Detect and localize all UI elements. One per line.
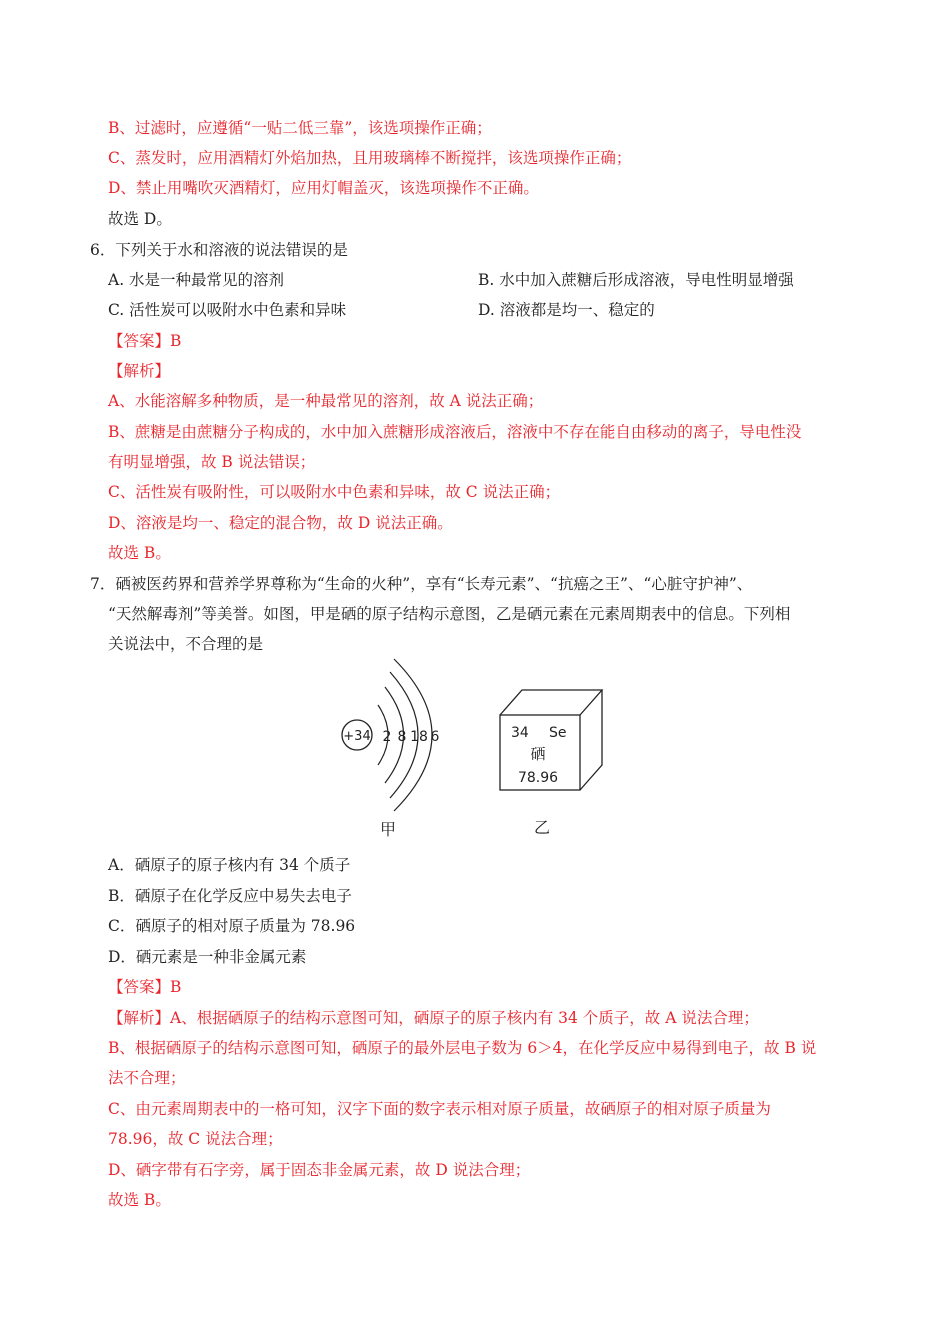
selenium-figure-svg (330, 655, 630, 845)
element-name: 硒 (530, 745, 546, 763)
q7-stem-line3: 关说法中，不合理的是 (108, 635, 264, 653)
shell-3-count: 18 (410, 729, 428, 745)
element-cell-side (580, 690, 602, 790)
q6-analysis-label: 【解析】 (108, 362, 171, 380)
q6-explanation-c: C、活性炭有吸附性，可以吸附水中色素和异味，故 C 说法正确； (108, 483, 561, 501)
q6-answer: 【答案】B (108, 332, 182, 350)
q6-option-d: D. 溶液都是均一、稳定的 (478, 301, 655, 319)
q7-explanation-d: D、硒字带有石字旁，属于固态非金属元素，故 D 说法合理； (108, 1161, 531, 1179)
selenium-figure (330, 655, 630, 845)
q6-stem: 6．下列关于水和溶液的说法错误的是 (90, 241, 348, 259)
q7-explanation-a: A、根据硒原子的结构示意图可知，硒原子的原子核内有 34 个质子，故 A 说法合理； (170, 1009, 759, 1027)
q7-explanation-a-row (108, 1008, 759, 1028)
figure-label-jia: 甲 (379, 820, 397, 839)
q5-conclusion: 故选 D。 (108, 210, 172, 228)
q6-option-c: C. 活性炭可以吸附水中色素和异味 (108, 301, 347, 319)
shell-1-count: 2 (382, 729, 392, 745)
q7-explanation-c-line1: C、由元素周期表中的一格可知，汉字下面的数字表示相对原子质量，故硒原子的相对原子质量为 (108, 1100, 771, 1118)
figure-label-yi: 乙 (533, 818, 551, 837)
q7-answer: 【答案】B (108, 978, 182, 996)
q5-explanation-b: B、过滤时，应遵循“一贴二低三靠”，该选项操作正确； (108, 119, 492, 137)
element-cell-top (500, 690, 602, 715)
element-atomic-mass: 78.96 (517, 770, 559, 786)
q7-stem-line1: 7．硒被医药界和营养学界尊称为“生命的火种”，享有“长寿元素”、“抗癌之王”、“心脏守护神”、 (90, 575, 753, 593)
q6-explanation-a: A、水能溶解多种物质，是一种最常见的溶剂，故 A 说法正确； (108, 392, 544, 410)
q7-conclusion: 故选 B。 (108, 1191, 171, 1209)
q6-explanation-d: D、溶液是均一、稳定的混合物，故 D 说法正确。 (108, 514, 453, 532)
q5-explanation-d: D、禁止用嘴吹灭酒精灯，应用灯帽盖灭，该选项操作不正确。 (108, 179, 539, 197)
shell-2-count: 8 (397, 729, 407, 745)
q7-option-b: B．硒原子在化学反应中易失去电子 (108, 887, 352, 905)
q7-explanation-c-line2: 78.96，故 C 说法合理； (108, 1130, 283, 1148)
q7-option-d: D．硒元素是一种非金属元素 (108, 948, 307, 966)
q6-option-a: A. 水是一种最常见的溶剂 (108, 271, 285, 289)
q5-explanation-c: C、蒸发时，应用酒精灯外焰加热，且用玻璃棒不断搅拌，该选项操作正确； (108, 149, 632, 167)
q6-conclusion: 故选 B。 (108, 544, 171, 562)
q7-explanation-b-line2: 法不合理； (108, 1069, 186, 1087)
q7-option-c: C．硒原子的相对原子质量为 78.96 (108, 917, 356, 935)
element-symbol: Se (549, 725, 567, 741)
q7-option-a: A．硒原子的原子核内有 34 个质子 (108, 856, 351, 874)
shell-4-count: 6 (430, 729, 440, 745)
q7-explanation-b-line1: B、根据硒原子的结构示意图可知，硒原子的最外层电子数为 6＞4，在化学反应中易得到电子，故 B 说 (108, 1039, 817, 1057)
element-atomic-number: 34 (511, 725, 529, 741)
q6-explanation-b-line2: 有明显增强，故 B 说法错误； (108, 453, 316, 471)
q7-stem-line2: “天然解毒剂”等美誉。如图，甲是硒的原子结构示意图，乙是硒元素在元素周期表中的信息。下列相 (108, 605, 791, 623)
q6-explanation-b-line1: B、蔗糖是由蔗糖分子构成的，水中加入蔗糖形成溶液后，溶液中不存在能自由移动的离子，导电性没 (108, 423, 802, 441)
nucleus-charge: +34 (343, 729, 371, 744)
q7-analysis-label: 【解析】 (108, 1009, 171, 1027)
q6-option-b: B. 水中加入蔗糖后形成溶液，导电性明显增强 (478, 271, 794, 289)
